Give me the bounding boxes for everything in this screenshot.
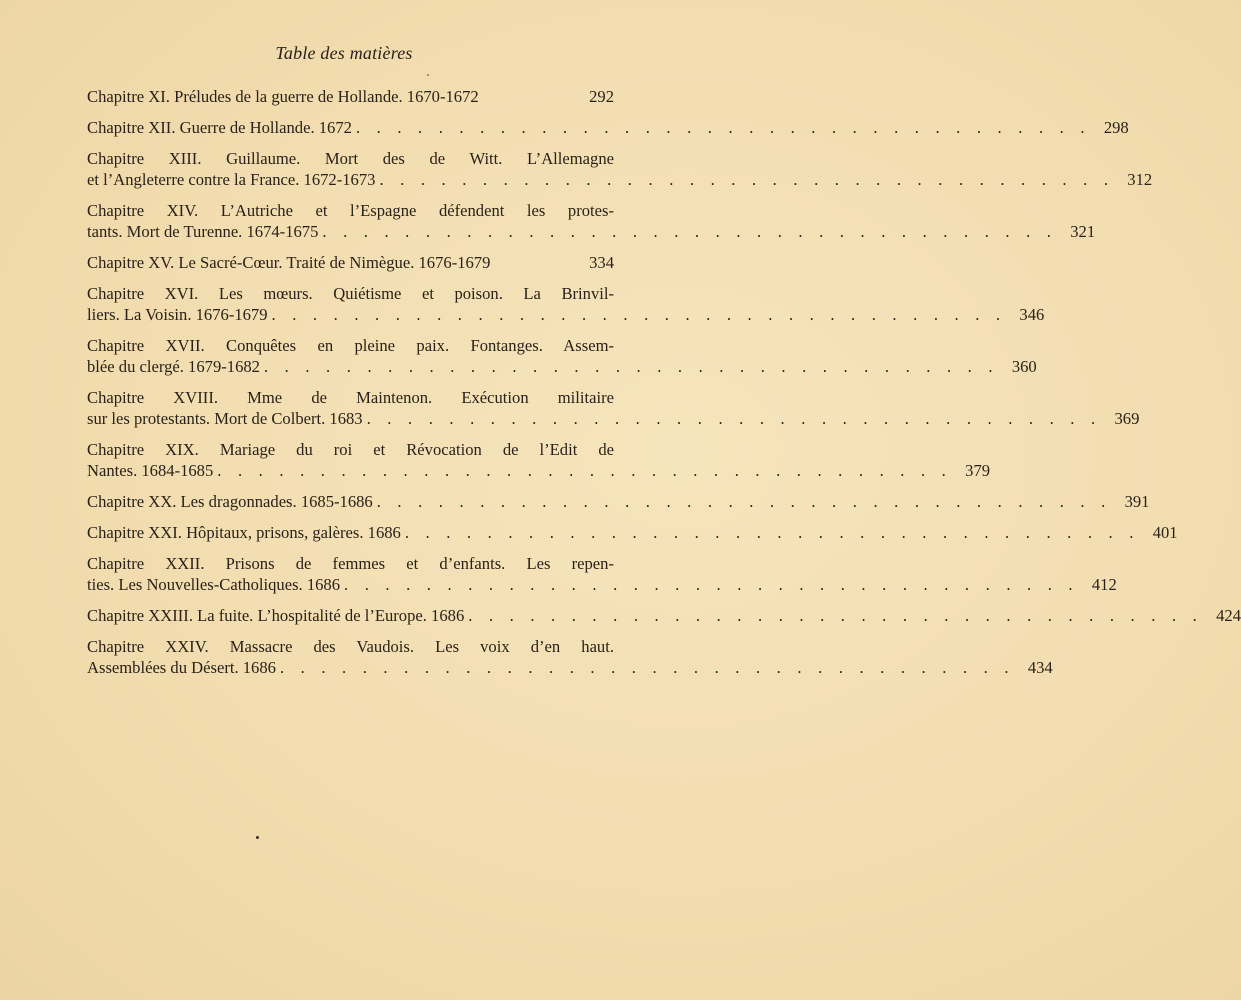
toc-entry-title-line: Chapitre XIX. Mariage du roi et Révocation de l’Edit de	[87, 440, 614, 459]
toc-entry-title-line: Chapitre XXIV. Massacre des Vaudois. Les voix d’en haut.	[87, 637, 614, 656]
toc-entry-title: Chapitre XX. Les dragonnades. 1685-1686	[87, 492, 373, 511]
toc-entry-title-line: Chapitre XVII. Conquêtes en pleine paix. Fontanges. Assem-	[87, 336, 614, 355]
dot-leader: . . . . . . . . . . . . . . . . . . . . . . . . . . . . . . . . . . . .	[344, 575, 1079, 594]
running-head: Table des matières	[275, 43, 413, 63]
toc-entry-title: Assemblées du Désert. 1686	[87, 658, 276, 677]
page-number: 434	[1027, 658, 1053, 677]
dot-leader: . . . . . . . . . . . . . . . . . . . . . . . . . . . . . . . . . . . .	[468, 606, 1203, 625]
toc-entry-title: Chapitre XII. Guerre de Hollande. 1672	[87, 118, 352, 137]
table-of-contents	[87, 86, 1241, 688]
toc-entry-last-line	[87, 221, 1096, 242]
toc-entry	[87, 117, 1129, 138]
paper-speck	[427, 74, 429, 76]
page-number: 412	[1091, 575, 1117, 594]
dot-leader: . . . . . . . . . . . . . . . . . . . . . . . . . . . . . . . . . . . .	[322, 222, 1058, 241]
toc-entry	[87, 148, 1153, 190]
dot-leader: . . . . . . . . . . . . . . . . . . . . . . . . . . . . . . . . . . . .	[271, 305, 1007, 324]
dot-leader: . . . . . . . . . . . . . . . . . . . . . . . . . . . . . . . . . . . .	[263, 357, 999, 376]
toc-entry	[87, 387, 1140, 429]
toc-entry	[87, 335, 1037, 377]
dot-leader: . . . . . . . . . . . . . . . . . . . . . . . . . . . . . . . . . . . .	[366, 409, 1102, 428]
toc-entry-title-line: Chapitre XVI. Les mœurs. Quiétisme et poison. La Brinvil-	[87, 284, 614, 303]
toc-entry-title-line: Chapitre XIV. L’Autriche et l’Espagne défendent les protes-	[87, 201, 614, 220]
toc-entry-title-line: Chapitre XXII. Prisons de femmes et d’enfants. Les repen-	[87, 554, 614, 573]
toc-entry-title: liers. La Voisin. 1676-1679	[87, 305, 268, 324]
toc-entry-last-line	[87, 356, 1037, 377]
toc-entry-title: Nantes. 1684-1685	[87, 461, 214, 480]
toc-entry-title: Chapitre XV. Le Sacré-Cœur. Traité de Nimègue. 1676-1679	[87, 253, 491, 272]
toc-entry	[87, 553, 1117, 595]
toc-entry-title: Chapitre XXIII. La fuite. L’hospitalité de l’Europe. 1686	[87, 606, 465, 625]
toc-entry-last-line	[87, 117, 1129, 138]
toc-entry-last-line	[87, 408, 1140, 429]
toc-entry	[87, 605, 1241, 626]
toc-entry-title-line: Chapitre XVIII. Mme de Maintenon. Exécution militaire	[87, 388, 614, 407]
toc-entry-title: sur les protestants. Mort de Colbert. 1683	[87, 409, 363, 428]
page-number: 391	[1124, 492, 1150, 511]
page-number: 312	[1127, 170, 1153, 189]
dot-leader: . . . . . . . . . . . . . . . . . . . . . . . . . . . . . . . . . . . .	[355, 118, 1091, 137]
page-number: 379	[965, 461, 991, 480]
toc-entry	[87, 522, 1178, 543]
toc-entry	[87, 86, 614, 107]
toc-entry-last-line	[87, 522, 1178, 543]
page-number: 369	[1114, 409, 1140, 428]
page-number: 321	[1070, 222, 1096, 241]
toc-entry-title: Chapitre XI. Préludes de la guerre de Hollande. 1670-1672	[87, 87, 479, 106]
toc-entry-last-line	[87, 252, 614, 273]
toc-entry-title: ties. Les Nouvelles-Catholiques. 1686	[87, 575, 341, 594]
toc-entry-last-line	[87, 460, 991, 481]
toc-entry-last-line	[87, 169, 1153, 190]
dot-leader: . . . . . . . . . . . . . . . . . . . . . . . . . . . . . . . . . . . .	[279, 658, 1015, 677]
toc-entry-title: Chapitre XXI. Hôpitaux, prisons, galères. 1686	[87, 523, 401, 542]
toc-entry-last-line	[87, 491, 1150, 512]
toc-entry-last-line	[87, 657, 1053, 678]
page-number: 292	[589, 87, 614, 106]
toc-entry-title-line: Chapitre XIII. Guillaume. Mort des de Witt. L’Allemagne	[87, 149, 614, 168]
dot-leader: . . . . . . . . . . . . . . . . . . . . . . . . . . . . . . . . . . . .	[404, 523, 1140, 542]
page-number: 334	[589, 253, 614, 272]
toc-entry	[87, 252, 614, 273]
page-number: 424	[1216, 606, 1241, 625]
toc-entry-last-line	[87, 86, 614, 107]
toc-entry	[87, 283, 1045, 325]
stray-mark	[256, 836, 259, 839]
page-number: 298	[1103, 118, 1129, 137]
toc-entry-last-line	[87, 304, 1045, 325]
toc-entry	[87, 636, 1053, 678]
toc-entry-last-line	[87, 605, 1241, 626]
toc-entry-title: blée du clergé. 1679-1682	[87, 357, 260, 376]
page-number: 360	[1011, 357, 1037, 376]
toc-entry	[87, 491, 1150, 512]
dot-leader: . . . . . . . . . . . . . . . . . . . . . . . . . . . . . . . . . . . .	[217, 461, 953, 480]
toc-entry-title: et l’Angleterre contre la France. 1672-1673	[87, 170, 376, 189]
toc-entry	[87, 200, 1096, 242]
page-number: 346	[1019, 305, 1045, 324]
toc-entry-last-line	[87, 574, 1117, 595]
toc-entry	[87, 439, 991, 481]
dot-leader: . . . . . . . . . . . . . . . . . . . . . . . . . . . . . . . . . . . .	[379, 170, 1115, 189]
page-number: 401	[1152, 523, 1178, 542]
toc-entry-title: tants. Mort de Turenne. 1674-1675	[87, 222, 319, 241]
dot-leader: . . . . . . . . . . . . . . . . . . . . . . . . . . . . . . . . . . . .	[376, 492, 1112, 511]
